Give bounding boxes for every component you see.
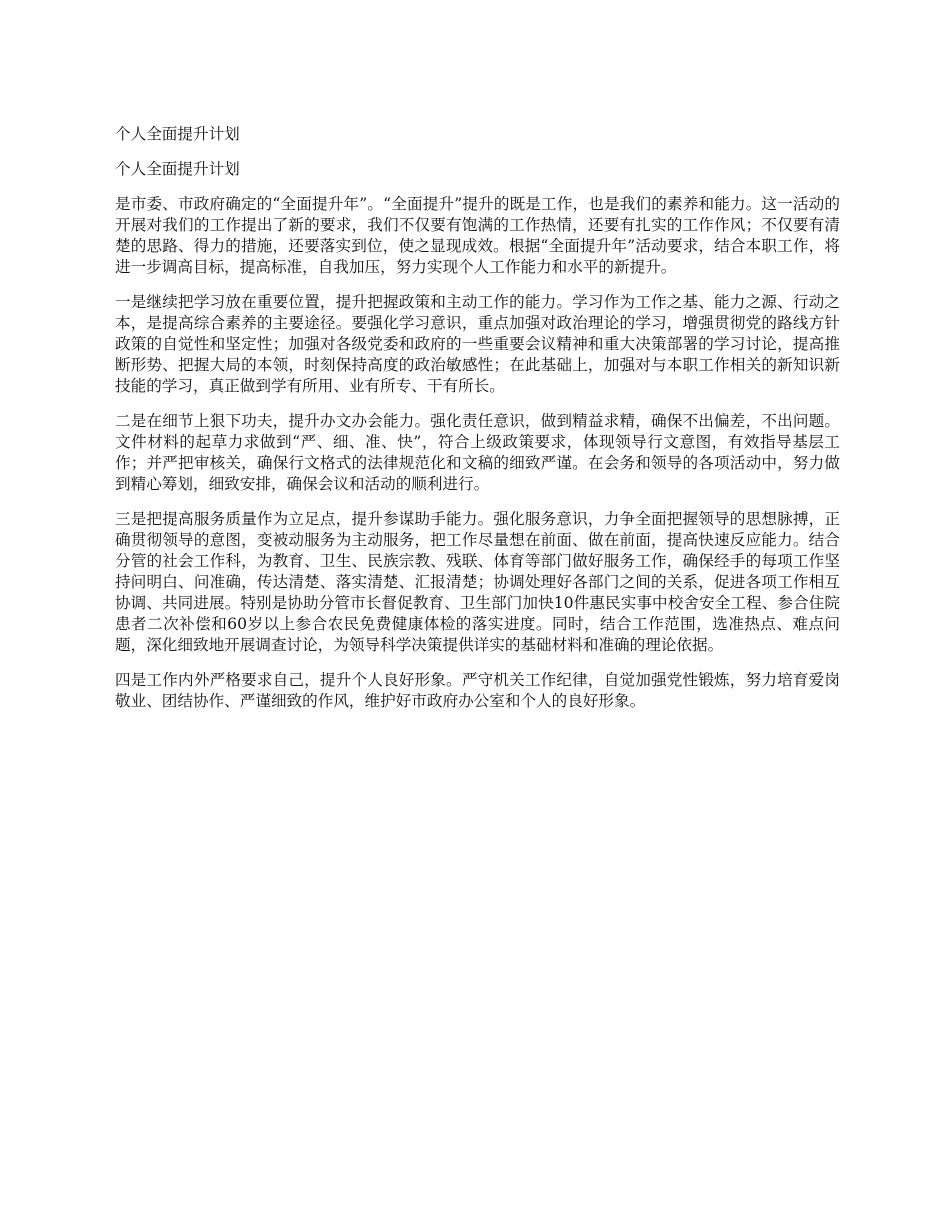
paragraph-detail: 二是在细节上狠下功夫，提升办文办会能力。强化责任意识，做到精益求精，确保不出偏差，不出问题。文件材料的起草力求做到“严、细、准、快”，符合上级政策要求，体现领导行文意图，有效指导基层工作；并严把审核关，确保行文格式的法律规范化和文稿的细致严谨。在会务和领导的各项活动中，努力做到精心筹划，细致安排，确保会议和活动的顺利进行。: [115, 412, 840, 493]
paragraph-intro: 是市委、市政府确定的“全面提升年”。“全面提升”提升的既是工作，也是我们的素养和能力。这一活动的开展对我们的工作提出了新的要求，我们不仅要有饱满的工作热情，还要有扎实的工作作风；不仅要有清楚的思路、得力的措施，还要落实到位，使之显现成效。根据“全面提升年”活动要求，结合本职工作，将进一步调高目标，提高标准，自我加压，努力实现个人工作能力和水平的新提升。: [115, 195, 840, 276]
paragraph-service: 三是把提高服务质量作为立足点，提升参谋助手能力。强化服务意识，力争全面把握领导的思想脉搏，正确贯彻领导的意图，变被动服务为主动服务，把工作尽量想在前面、做在前面，提高快速反应能力。结合分管的社会工作科，为教育、卫生、民族宗教、残联、体育等部门做好服务工作，确保经手的每项工作坚持问明白、问准确，传达清楚、落实清楚、汇报清楚；协调处理好各部门之间的关系，促进各项工作相互协调、共同进展。特别是协助分管市长督促教育、卫生部门加快10件惠民实事中校舍安全工程、参合住院患者二次补偿和60岁以上参合农民免费健康体检的落实进度。同时，结合工作范围，选准热点、难点问题，深化细致地开展调查讨论，为领导科学决策提供详实的基础材料和准确的理论依据。: [115, 510, 840, 654]
document-title: 个人全面提升计划: [115, 125, 240, 143]
paragraph-image: 四是工作内外严格要求自己，提升个人良好形象。严守机关工作纪律，自觉加强党性锻炼，努力培育爱岗敬业、团结协作、严谨细致的作风，维护好市政府办公室和个人的良好形象。: [115, 671, 840, 710]
document-subtitle: 个人全面提升计划: [115, 160, 240, 178]
document-body: [115, 124, 840, 726]
paragraph-study: 一是继续把学习放在重要位置，提升把握政策和主动工作的能力。学习作为工作之基、能力之源、行动之本，是提高综合素养的主要途径。要强化学习意识，重点加强对政治理论的学习，增强贯彻党的路线方针政策的自觉性和坚定性；加强对各级党委和政府的一些重要会议精神和重大决策部署的学习讨论，提高推断形势、把握大局的本领，时刻保持高度的政治敏感性；在此基础上，加强对与本职工作相关的新知识新技能的学习，真正做到学有所用、业有所专、干有所长。: [115, 293, 840, 395]
